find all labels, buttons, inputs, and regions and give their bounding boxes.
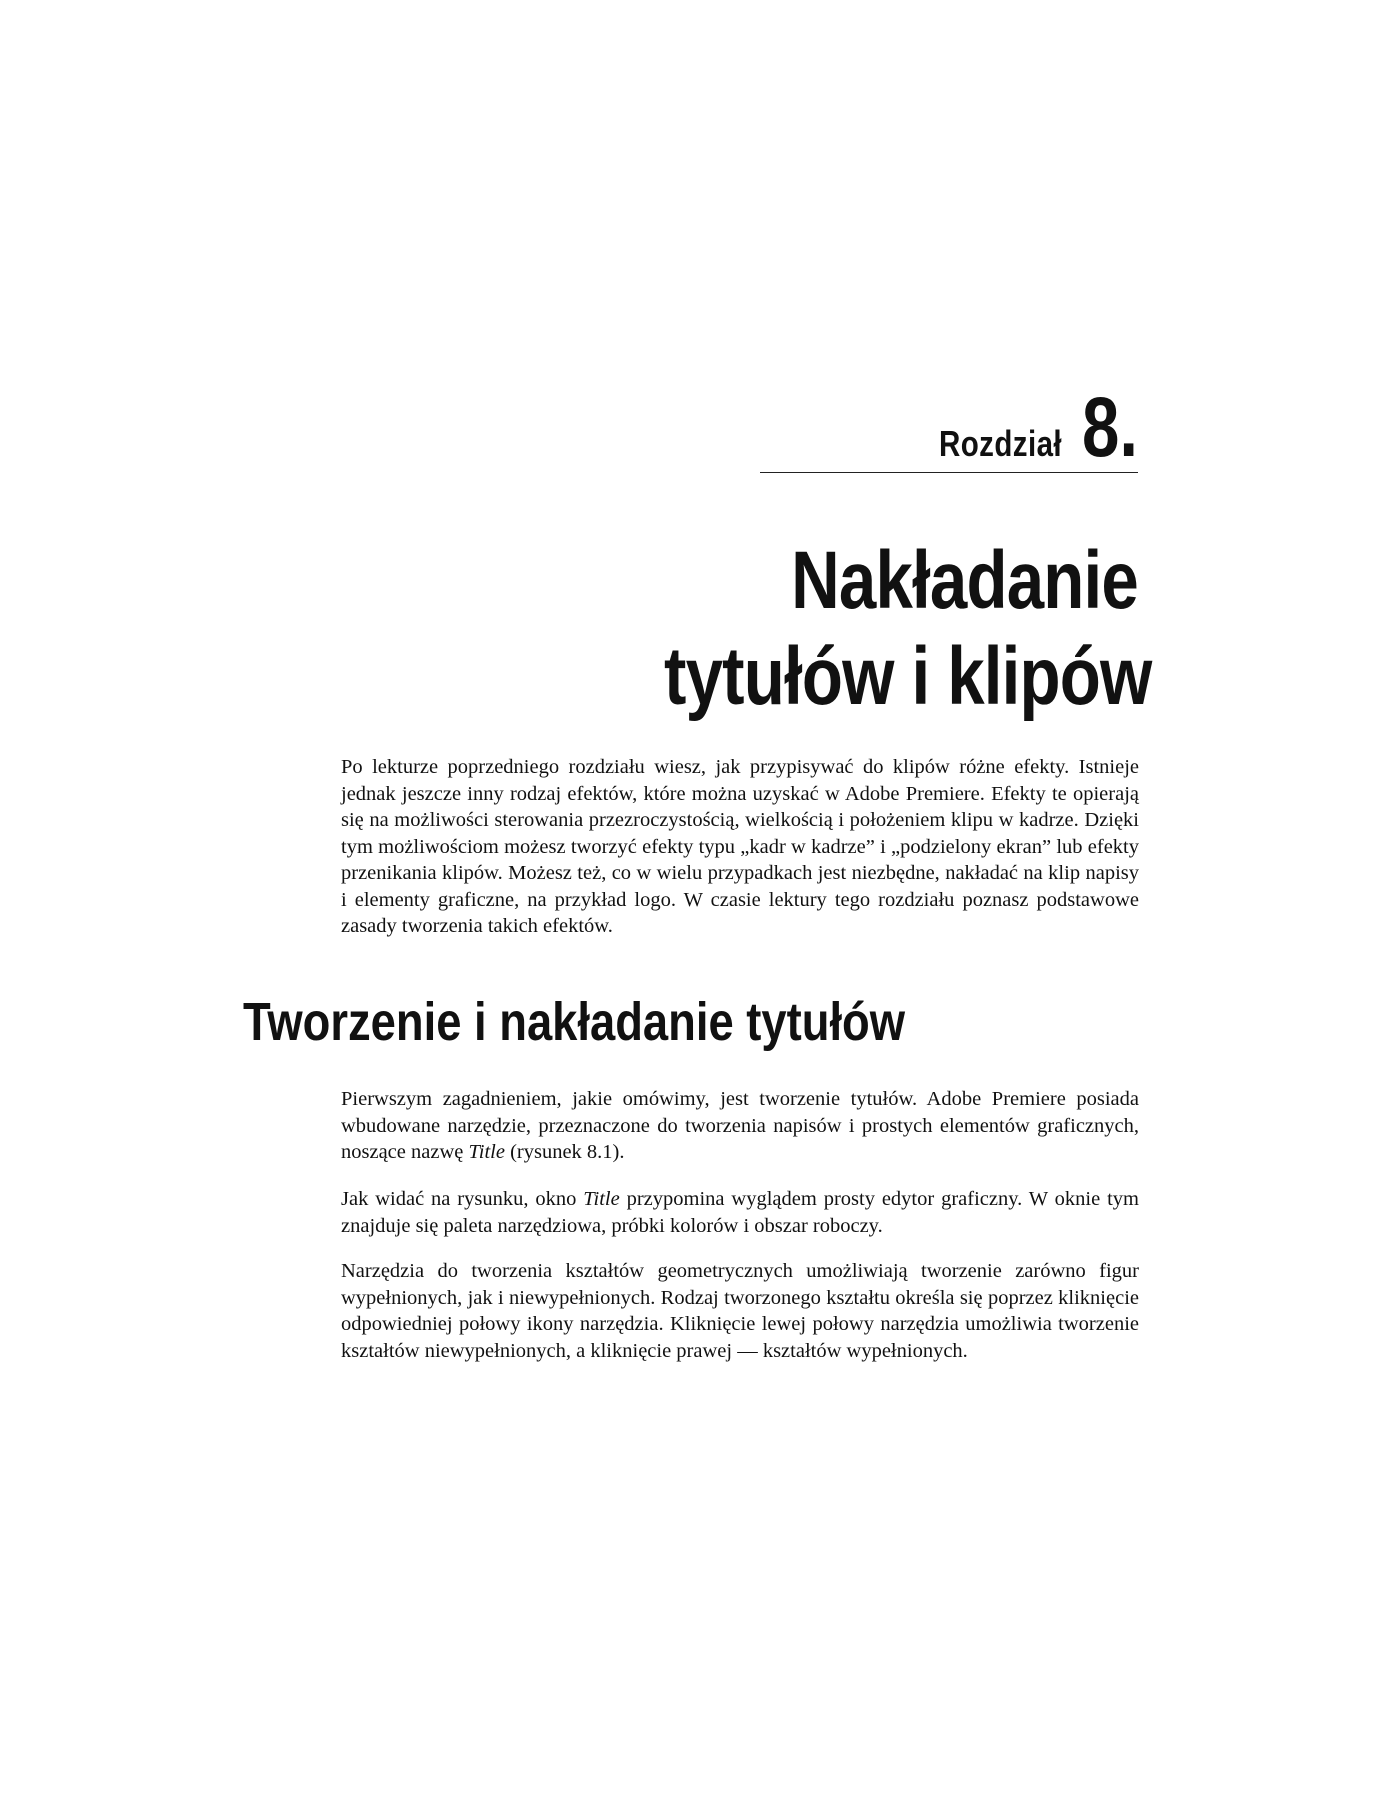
section-paragraph-1-text-b: (rysunek 8.1). (504, 1141, 625, 1163)
chapter-label-row (760, 380, 1138, 475)
intro-paragraph: Po lekturze poprzedniego rozdziału wiesz, jak przypisywać do klipów różne efekty. Istnieje jednak jeszcze inny rodzaj efektów, które można uzyskać w Adobe Premiere. Efekty te opierają się na możliwości sterowania przezroczystością, wielkością i położeniem klipu w kadrze. Dzięki tym możliwościom możesz tworzyć efekty typu „kadr w kadrze” i „podzielony ekran” lub efekty przenikania klipów. Możesz też, co w wielu przypadkach jest niezbędne, nakładać na klip napisy i elementy graficzne, na przykład logo. W czasie lektury tego rozdziału poznasz podstawowe zasady tworzenia takich efektów. (341, 756, 1139, 937)
section-paragraph-1-text-a: Pierwszym zagadnieniem, jakie omówimy, jest tworzenie tytułów. Adobe Premiere posiada wbudowane narzędzie, przeznaczone do tworzenia napisów i prostych elementów graficznych, noszące nazwę (341, 1088, 1139, 1163)
section-paragraph-2 (341, 1186, 1139, 1239)
section-paragraph-2-text-b: przypomina wyglądem prosty edytor graficzny. W oknie tym znajduje się paleta narzędziowa, próbki kolorów i obszar roboczy. (341, 1188, 1139, 1237)
chapter-title-line-1: Nakładanie (791, 534, 1138, 626)
chapter-label: Rozdział (938, 423, 1062, 464)
section-paragraph-1 (341, 1086, 1139, 1166)
section-paragraph-2-italic: Title (583, 1188, 620, 1210)
chapter-title (560, 533, 1152, 725)
section-heading: Tworzenie i nakładanie tytułów (243, 992, 906, 1052)
chapter-header (760, 380, 1138, 475)
chapter-number: 8. (1081, 380, 1138, 475)
chapter-title-line-2: tytułów i klipów (664, 630, 1152, 722)
section-paragraph-1-italic: Title (468, 1141, 505, 1163)
section-paragraph-2-text-a: Jak widać na rysunku, okno (341, 1188, 584, 1210)
section-paragraph-3: Narzędzia do tworzenia kształtów geometrycznych umożliwiają tworzenie zarówno figur wypełnionych, jak i niewypełnionych. Rodzaj tworzonego kształtu określa się poprzez kliknięcie odpowiedniej połowy ikony narzędzia. Kliknięcie lewej połowy narzędzia umożliwia tworzenie kształtów niewypełnionych, a kliknięcie prawej — kształtów wypełnionych. (341, 1260, 1139, 1362)
